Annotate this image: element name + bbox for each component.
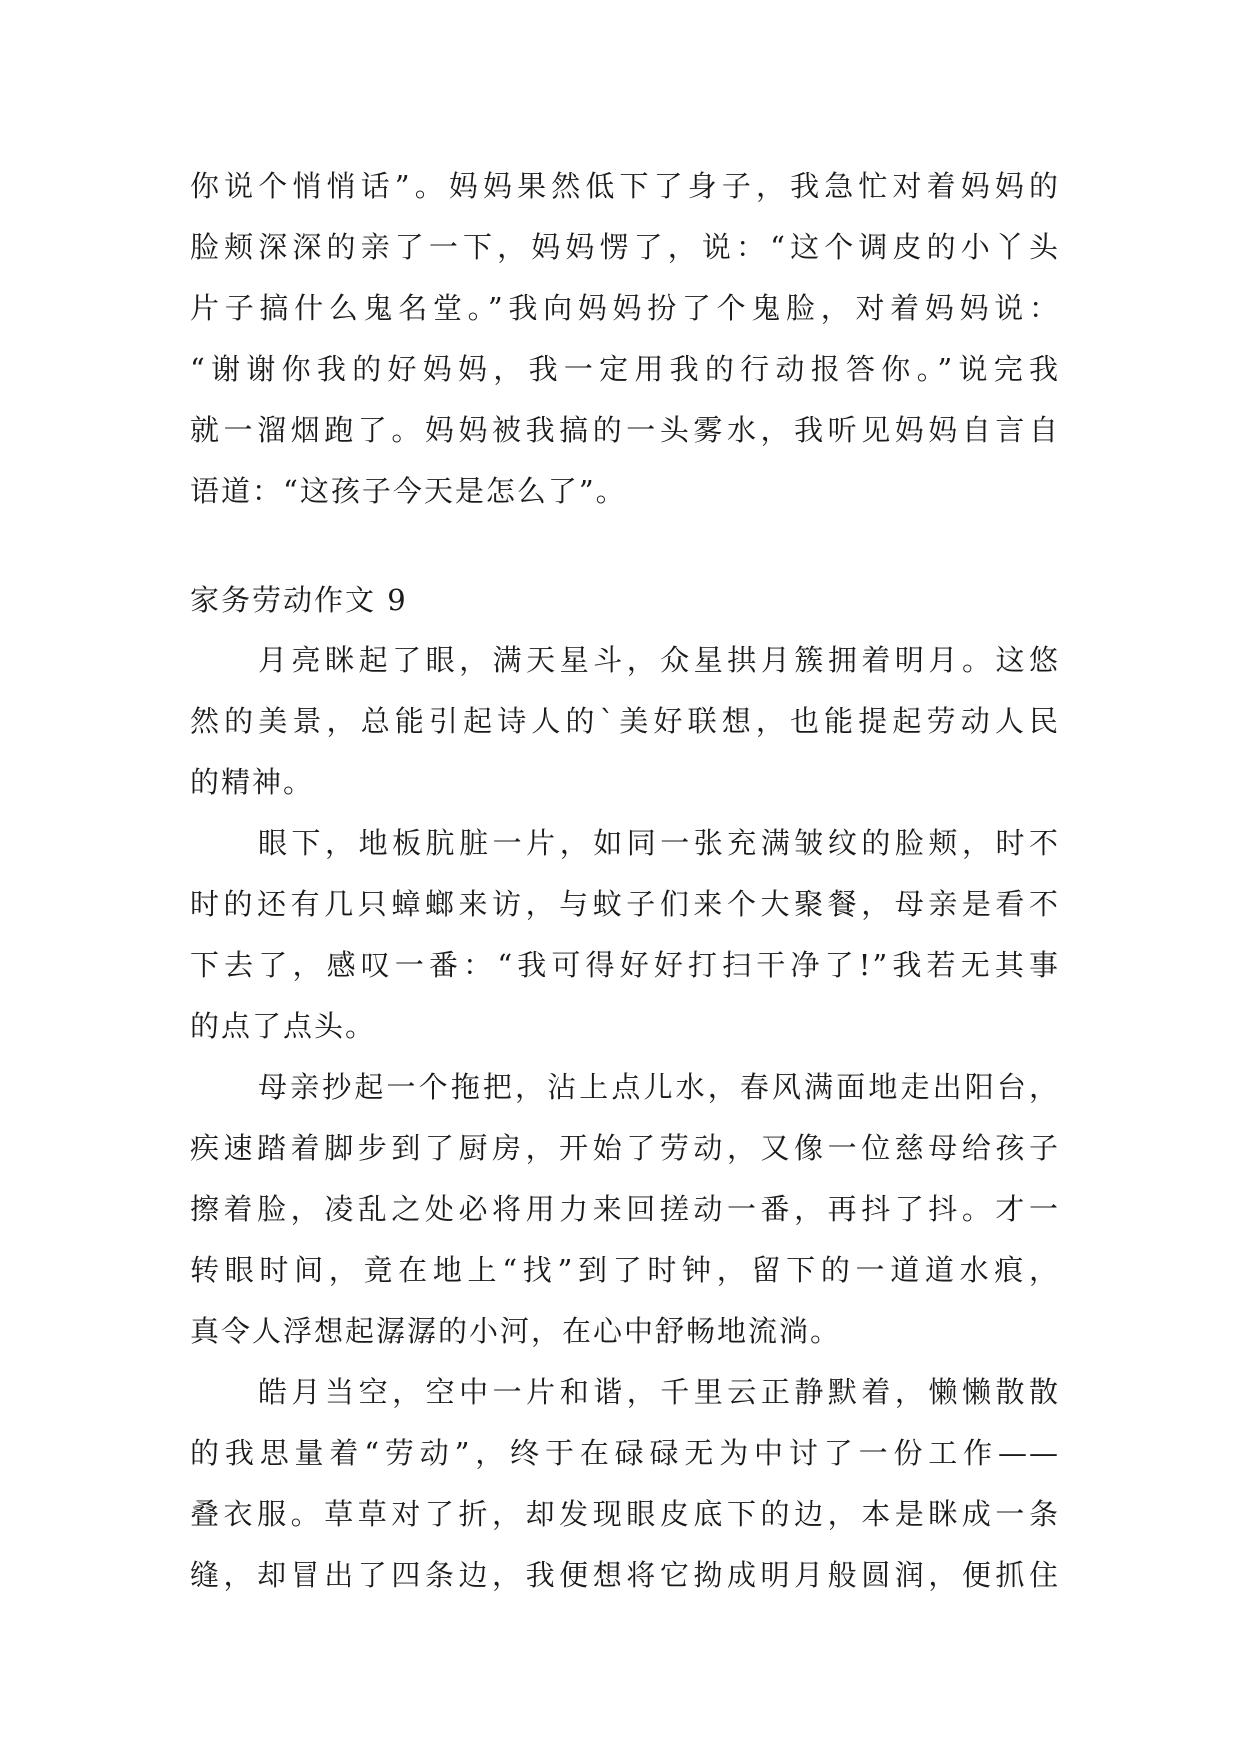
text-line: “谢谢你我的好妈妈，我一定用我的行动报答你。”说完我 (190, 352, 1060, 386)
paragraph-4 (190, 1362, 1060, 1606)
paragraph-2 (190, 813, 1060, 1057)
text-line: 月亮眯起了眼，满天星斗，众星拱月簇拥着明月。这悠 (258, 643, 1060, 677)
text-line: 的我思量着“劳动”，终于在碌碌无为中讨了一份工作—— (190, 1436, 1060, 1470)
text-line: 缝，却冒出了四条边，我便想将它拗成明月般圆润，便抓住 (190, 1558, 1060, 1592)
text-line: 转眼时间，竟在地上“找”到了时钟，留下的一道道水痕， (190, 1253, 1060, 1287)
paragraph-3 (190, 1057, 1060, 1362)
text-line: 然的美景，总能引起诗人的`美好联想，也能提起劳动人民 (190, 704, 1060, 738)
text-line: 片子搞什么鬼名堂。”我向妈妈扮了个鬼脸，对着妈妈说： (190, 291, 1060, 325)
text-line: 的点了点头。 (190, 1009, 377, 1043)
text-line: 眼下，地板肮脏一片，如同一张充满皱纹的脸颊，时不 (258, 826, 1060, 860)
text-line: 脸颊深深的亲了一下，妈妈愣了，说：“这个调皮的小丫头 (190, 230, 1060, 264)
text-line: 下去了，感叹一番：“我可得好好打扫干净了!”我若无其事 (190, 948, 1060, 982)
text-line: 真令人浮想起潺潺的小河，在心中舒畅地流淌。 (190, 1314, 842, 1348)
essay-title: 家务劳动作文 9 (190, 583, 408, 617)
paragraph-1 (190, 630, 1060, 813)
essay-body (190, 630, 1060, 1606)
text-line: 疾速踏着脚步到了厨房，开始了劳动，又像一位慈母给孩子 (190, 1131, 1060, 1165)
text-line: 时的还有几只蟑螂来访，与蚊子们来个大聚餐，母亲是看不 (190, 887, 1060, 921)
text-line: 语道：“这孩子今天是怎么了”。 (190, 474, 627, 508)
text-line: 皓月当空，空中一片和谐，千里云正静默着，懒懒散散 (258, 1375, 1060, 1409)
text-line: 擦着脸，凌乱之处必将用力来回搓动一番，再抖了抖。才一 (190, 1192, 1060, 1226)
text-line: 的精神。 (190, 765, 315, 799)
text-line: 就一溜烟跑了。妈妈被我搞的一头雾水，我听见妈妈自言自 (190, 413, 1060, 447)
text-line: 你说个悄悄话”。妈妈果然低下了身子，我急忙对着妈妈的 (190, 169, 1060, 203)
text-line: 叠衣服。草草对了折，却发现眼皮底下的边，本是眯成一条 (190, 1497, 1060, 1531)
text-line: 母亲抄起一个拖把，沾上点儿水，春风满面地走出阳台， (258, 1070, 1060, 1104)
continuation-paragraph (190, 156, 1060, 522)
